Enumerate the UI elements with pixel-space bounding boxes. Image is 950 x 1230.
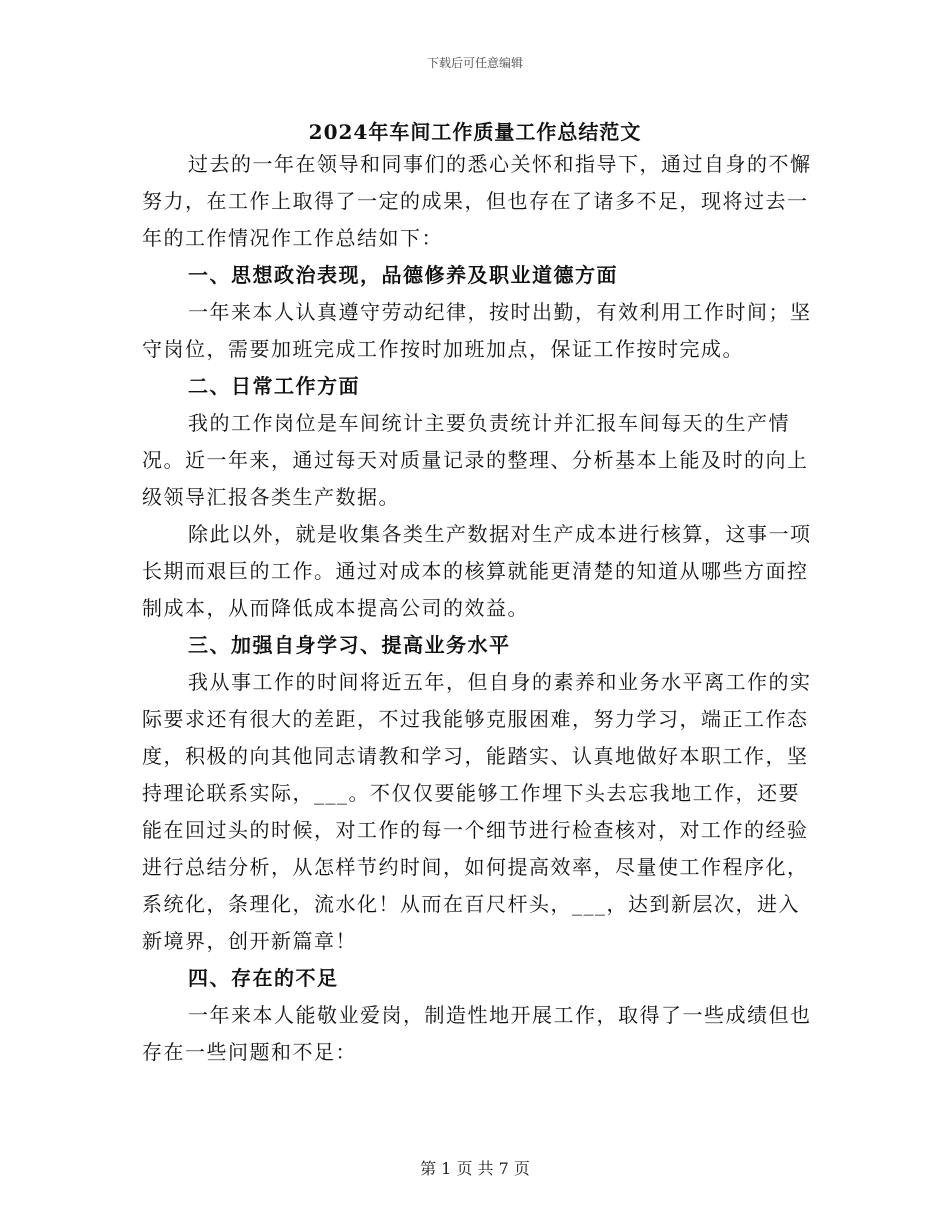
paragraph: 我从事工作的时间将近五年，但自身的素养和业务水平离工作的实际要求还有很大的差距，不过我能够克服困难，努力学习，端正工作态度，积极的向其他同志请教和学习，能踏实、认真地做好本职工作，坚持理论联系实际，___。不仅仅要能够工作埋下头去忘我地工作，还要能在回过头的时候，对工作的每一个细节进行检查核对，对工作的经验进行总结分析，从怎样节约时间，如何提高效率，尽量使工作程序化，系统化，条理化，流水化！从而在百尺杆头，___，达到新层次，进入新境界，创开新篇章！ <box>142 670 812 953</box>
paragraph: 除此以外，就是收集各类生产数据对生产成本进行核算，这事一项长期而艰巨的工作。通过对成本的核算就能更清楚的知道从哪些方面控制成本，从而降低成本提高公司的效益。 <box>142 522 812 620</box>
section-heading: 一、思想政治表现，品德修养及职业道德方面 <box>188 263 618 287</box>
paragraph: 我的工作岗位是车间统计主要负责统计并汇报车间每天的生产情况。近一年来，通过每天对质量记录的整理、分析基本上能及时的向上级领导汇报各类生产数据。 <box>142 411 809 509</box>
section-heading: 二、日常工作方面 <box>188 374 360 398</box>
paragraph: 一年来本人认真遵守劳动纪律，按时出勤，有效利用工作时间；坚守岗位，需要加班完成工作按时加班加点，保证工作按时完成。 <box>142 300 812 361</box>
paragraph: 一年来本人能敬业爱岗，制造性地开展工作，取得了一些成绩但也存在一些问题和不足： <box>142 1003 812 1064</box>
document-title: 2024年车间工作质量工作总结范文 <box>308 120 642 144</box>
page-number: 第 1 页 共 7 页 <box>420 1159 530 1178</box>
document-body <box>142 146 814 1071</box>
header-note: 下载后可任意编辑 <box>426 56 523 70</box>
section-heading: 四、存在的不足 <box>188 966 339 990</box>
section-heading: 三、加强自身学习、提高业务水平 <box>188 633 511 657</box>
paragraph: 过去的一年在领导和同事们的悉心关怀和指导下，通过自身的不懈努力，在工作上取得了一定的成果，但也存在了诸多不足，现将过去一年的工作情况作工作总结如下： <box>142 152 812 250</box>
